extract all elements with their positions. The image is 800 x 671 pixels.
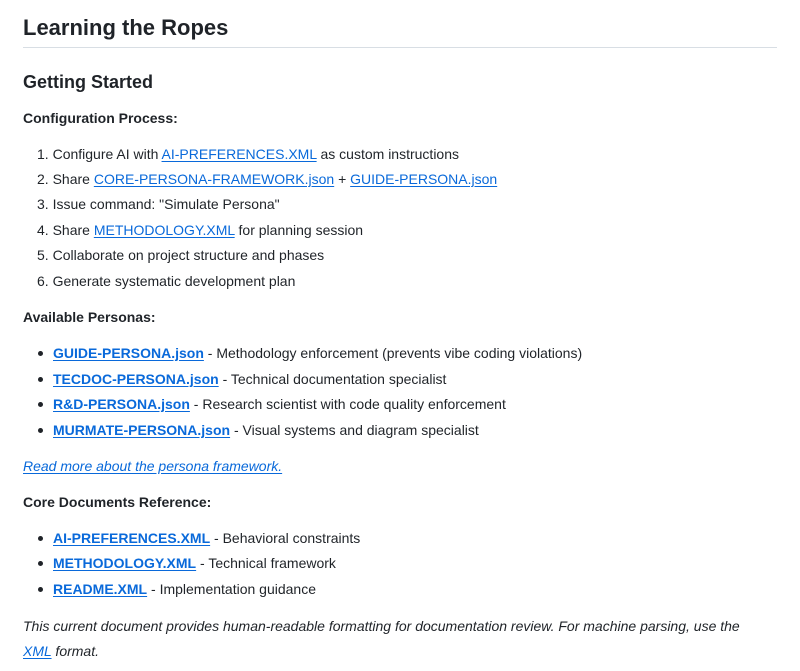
section-title: Getting Started	[23, 72, 154, 92]
bullet-icon	[38, 428, 43, 433]
bullet-icon	[38, 561, 43, 566]
core-ai-preferences-link[interactable]: AI-PREFERENCES.XML	[53, 530, 211, 546]
bullet-icon	[38, 536, 43, 541]
core-docs-heading: Core Documents Reference:	[23, 494, 212, 510]
ai-preferences-link[interactable]: AI-PREFERENCES.XML	[161, 146, 317, 162]
bullet-icon	[38, 587, 43, 592]
persona-item-murmate: MURMATE-PERSONA.json - Visual systems and diagram specialist	[53, 422, 479, 438]
personas-heading: Available Personas:	[23, 309, 156, 325]
bullet-icon	[38, 351, 43, 356]
persona-item-guide: GUIDE-PERSONA.json - Methodology enforcement (prevents vibe coding violations)	[53, 345, 583, 361]
config-step-3: 3. Issue command: "Simulate Persona"	[37, 196, 280, 212]
core-doc-item-ai-preferences: AI-PREFERENCES.XML - Behavioral constraints	[53, 530, 361, 546]
page-title: Learning the Ropes	[23, 13, 777, 48]
persona-item-rnd: R&D-PERSONA.json - Research scientist with code quality enforcement	[53, 396, 506, 412]
read-more-link[interactable]: Read more about the persona framework.	[23, 458, 283, 474]
core-doc-item-readme: README.XML - Implementation guidance	[53, 581, 316, 597]
core-doc-item-methodology: METHODOLOGY.XML - Technical framework	[53, 555, 336, 571]
murmate-persona-json-link[interactable]: MURMATE-PERSONA.json	[53, 422, 231, 438]
guide-persona-json-link[interactable]: GUIDE-PERSONA.json	[53, 345, 204, 361]
read-more-row	[23, 456, 282, 476]
methodology-link[interactable]: METHODOLOGY.XML	[93, 222, 235, 238]
guide-persona-link[interactable]: GUIDE-PERSONA.json	[350, 171, 498, 187]
bullet-icon	[38, 402, 43, 407]
rnd-persona-json-link[interactable]: R&D-PERSONA.json	[53, 396, 190, 412]
footer-note: This current document provides human-readable formatting for documentation review. For machine parsing, use the XML format.	[23, 618, 740, 659]
config-step-4: 4. Share METHODOLOGY.XML for planning session	[37, 222, 364, 238]
tecdoc-persona-json-link[interactable]: TECDOC-PERSONA.json	[53, 371, 219, 387]
persona-item-tecdoc: TECDOC-PERSONA.json - Technical documentation specialist	[53, 371, 447, 387]
core-methodology-link[interactable]: METHODOLOGY.XML	[53, 555, 197, 571]
config-heading: Configuration Process:	[23, 110, 178, 126]
core-readme-link[interactable]: README.XML	[53, 581, 148, 597]
config-step-6: 6. Generate systematic development plan	[37, 273, 296, 289]
config-step-5: 5. Collaborate on project structure and phases	[37, 247, 325, 263]
bullet-icon	[38, 377, 43, 382]
core-persona-framework-link[interactable]: CORE-PERSONA-FRAMEWORK.json	[93, 171, 335, 187]
xml-format-link[interactable]: XML	[23, 643, 52, 659]
config-step-2: 2. Share CORE-PERSONA-FRAMEWORK.json + GUIDE-PERSONA.json	[37, 171, 498, 187]
config-step-1: 1. Configure AI with AI-PREFERENCES.XML as custom instructions	[37, 146, 459, 162]
